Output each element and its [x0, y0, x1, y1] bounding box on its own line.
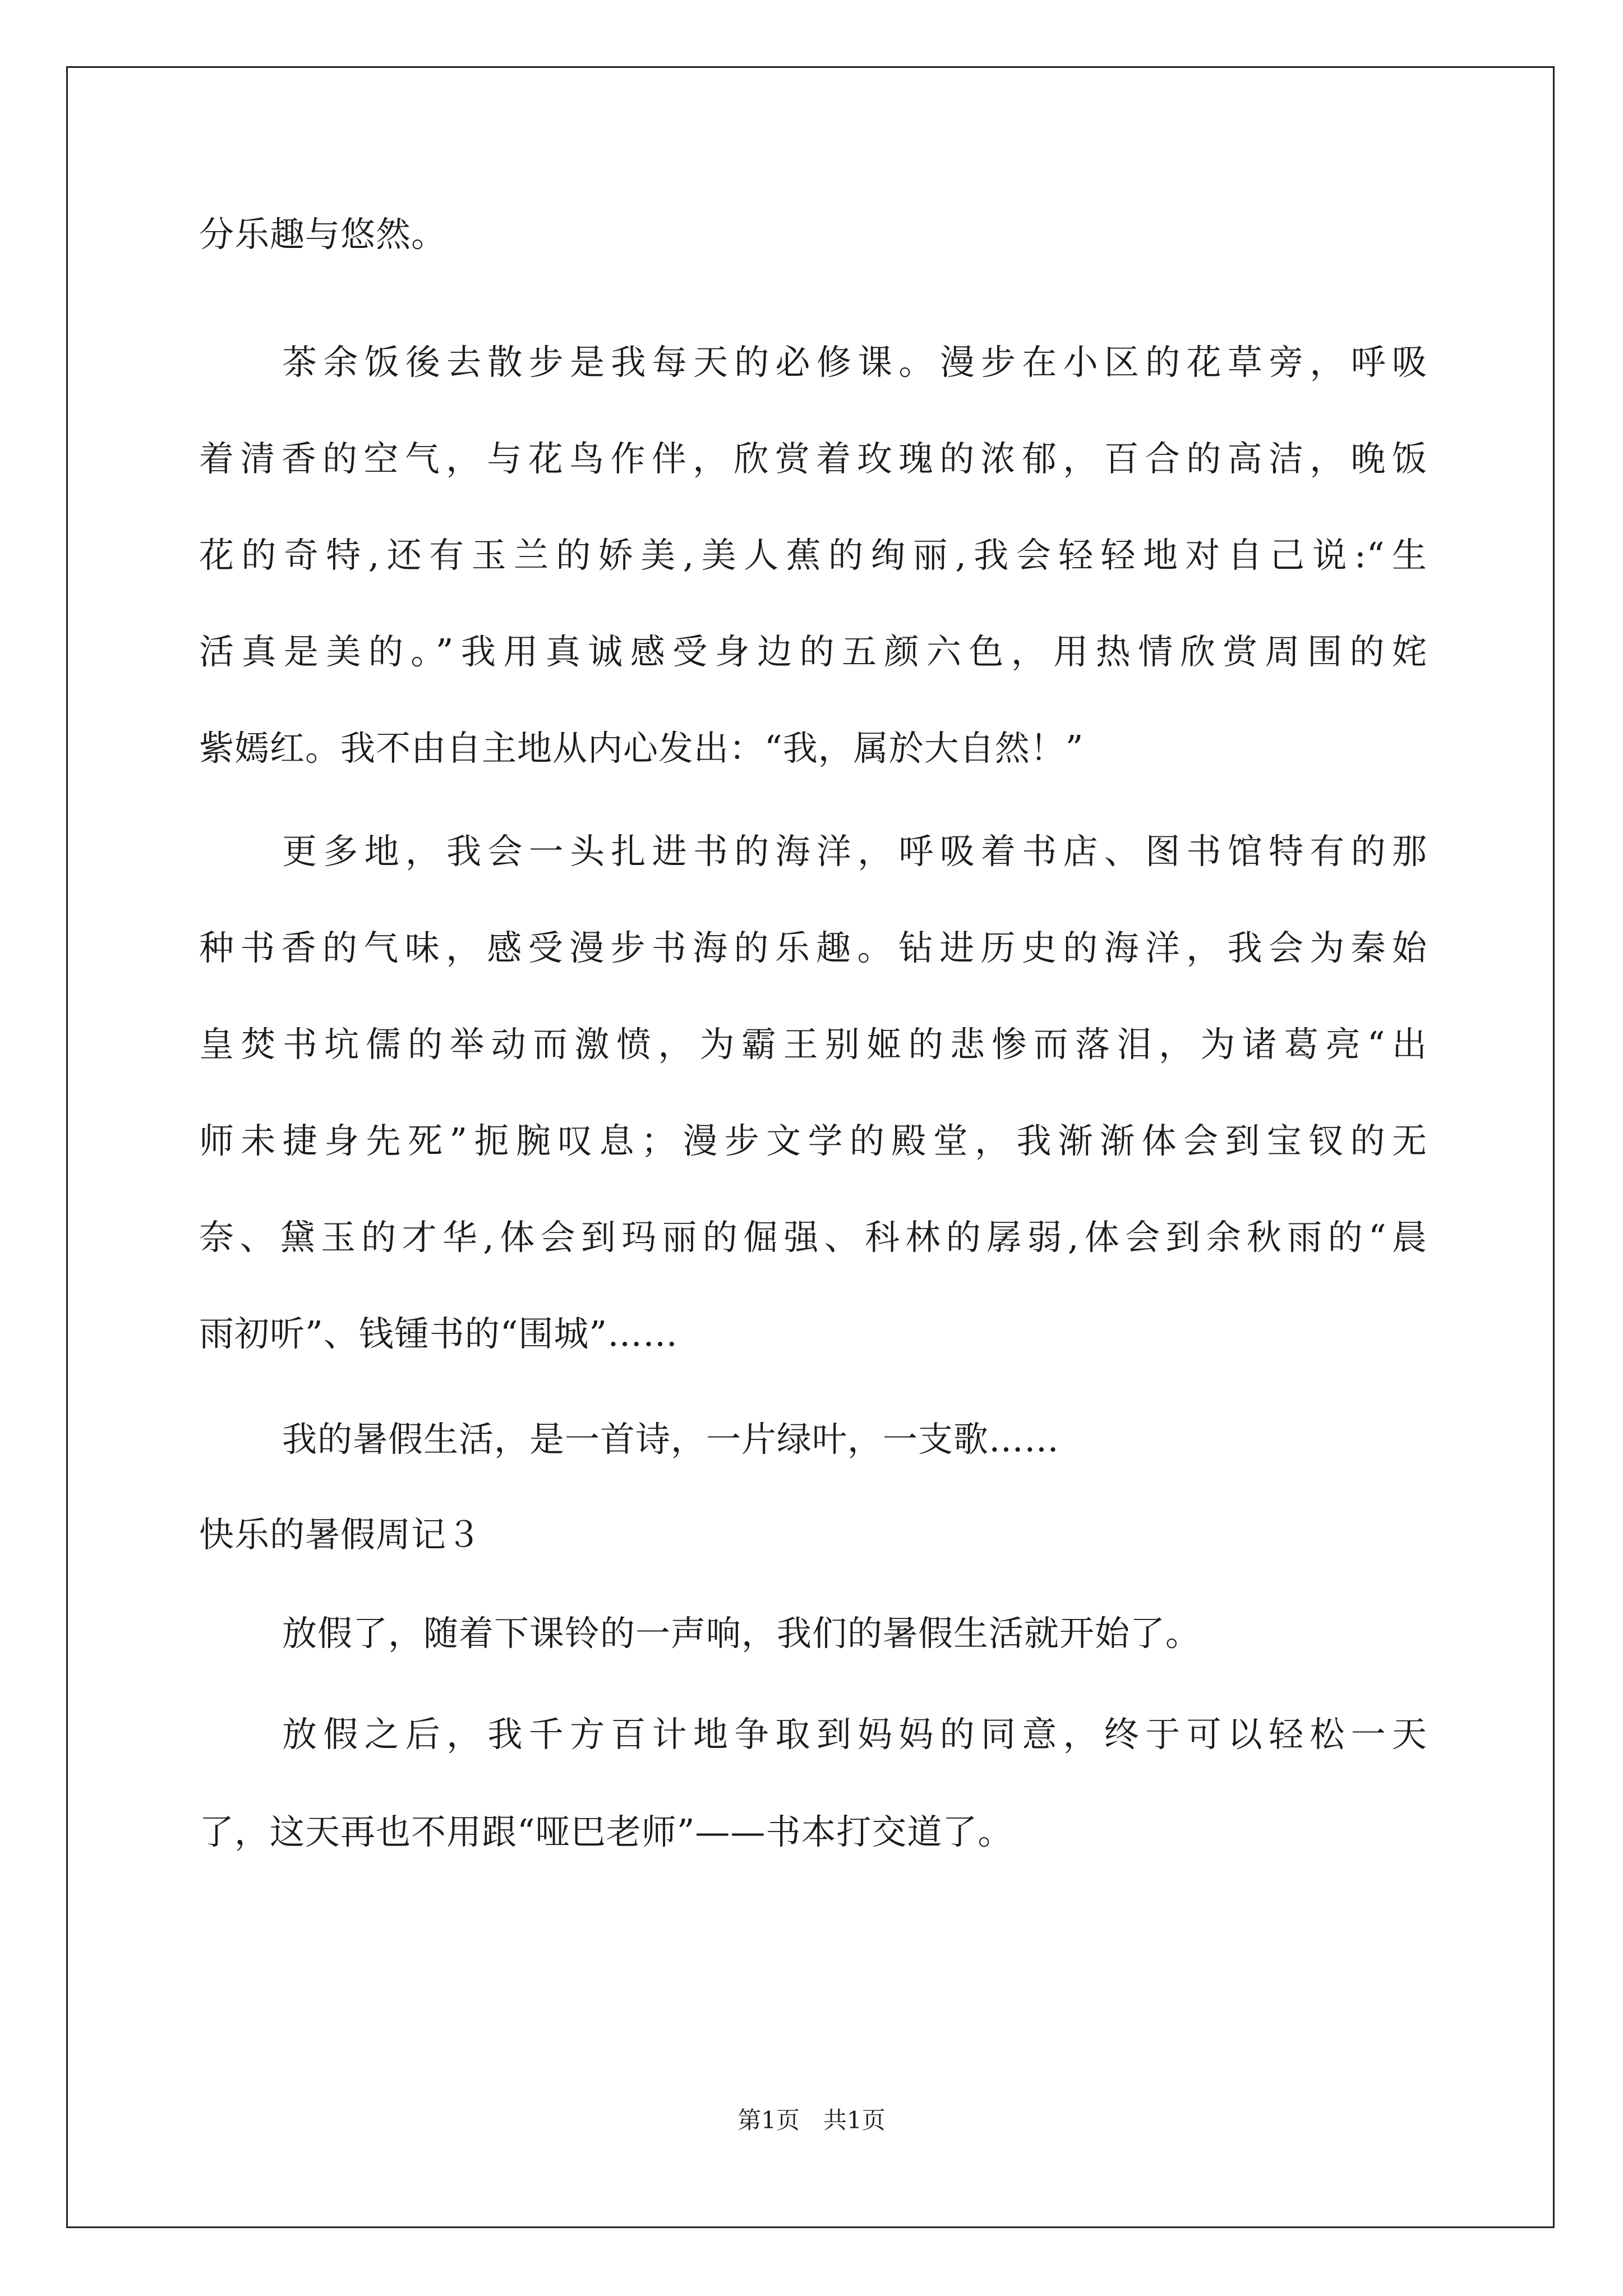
text-line: 了，这天再也不用跟“哑巴老师”——书本打交道了。 — [199, 1811, 1013, 1852]
page-footer: 第1页 共1页 — [737, 2106, 886, 2134]
paragraph-line: 放假了，随着下课铃的一声响，我们的暑假生活就开始了。 — [282, 1613, 1201, 1654]
text-line: 分乐趣与悠然。 — [199, 214, 447, 255]
text-line: 紫嫣红。我不由自主地从内心发出：“我，属於大自然！” — [199, 728, 1084, 769]
text-line: 花的奇特,还有玉兰的娇美,美人蕉的绚丽,我会轻轻地对自己说:“生 — [199, 535, 1427, 576]
text-line: 活真是美的。”我用真诚感受身边的五颜六色，用热情欣赏周围的姹 — [199, 631, 1427, 672]
text-line: 师未捷身先死”扼腕叹息；漫步文学的殿堂，我渐渐体会到宝钗的无 — [199, 1120, 1427, 1161]
paragraph-line: 更多地，我会一头扎进书的海洋，呼吸着书店、图书馆特有的那 — [282, 831, 1427, 872]
paragraph-line: 茶余饭後去散步是我每天的必修课。漫步在小区的花草旁，呼吸 — [282, 342, 1427, 383]
text-line: 奈、黛玉的才华,体会到玛丽的倔强、科林的孱弱,体会到余秋雨的“晨 — [199, 1217, 1427, 1258]
section-heading: 快乐的暑假周记３ — [199, 1514, 482, 1555]
paragraph-line: 我的暑假生活，是一首诗，一片绿叶，一支歌…… — [282, 1419, 1060, 1460]
text-line: 皇焚书坑儒的举动而激愤，为霸王别姬的悲惨而落泪，为诸葛亮“出 — [199, 1024, 1427, 1065]
text-line: 着清香的空气，与花鸟作伴，欣赏着玫瑰的浓郁，百合的高洁，晚饭 — [199, 438, 1427, 479]
paragraph-line: 放假之后，我千方百计地争取到妈妈的同意，终于可以轻松一天 — [282, 1714, 1427, 1755]
text-line: 雨初听”、钱锺书的“围城”…… — [199, 1313, 679, 1354]
text-line: 种书香的气味，感受漫步书海的乐趣。钻进历史的海洋，我会为秦始 — [199, 927, 1427, 968]
